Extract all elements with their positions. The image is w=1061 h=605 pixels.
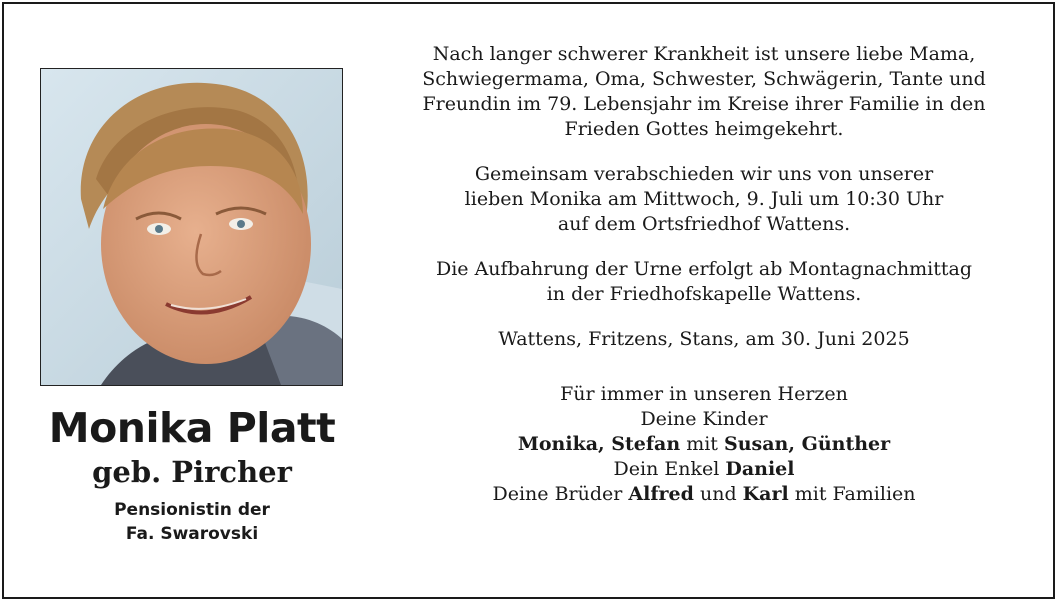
- deceased-name: Monika Platt: [48, 404, 336, 452]
- text-line: Frieden Gottes heimgekehrt.: [564, 118, 844, 140]
- text-line: Gemeinsam verabschieden wir uns von unserer: [474, 163, 934, 185]
- brother-name-1: Alfred: [628, 483, 694, 505]
- grandchild-name: Daniel: [725, 458, 795, 480]
- text-line: Nach langer schwerer Krankheit ist unsere liebe Mama,: [432, 43, 976, 65]
- place-date: Wattens, Fritzens, Stans, am 30. Juni 2025: [498, 328, 910, 350]
- text-line: Freundin im 79. Lebensjahr im Kreise ihrer Familie in den: [422, 93, 986, 115]
- obituary-text: [384, 42, 1024, 507]
- portrait-photo: [40, 68, 343, 386]
- text-line: Die Aufbahrung der Urne erfolgt ab Montagnachmittag: [435, 258, 972, 280]
- with-word: mit: [686, 433, 718, 455]
- text-line: Schwiegermama, Oma, Schwester, Schwägerin, Tante und: [422, 68, 986, 90]
- text-line: in der Friedhofskapelle Wattens.: [546, 283, 862, 305]
- children-label: Deine Kinder: [640, 408, 768, 430]
- deceased-info: [22, 402, 362, 546]
- text-line: auf dem Ortsfriedhof Wattens.: [557, 213, 851, 235]
- children-names-b: Susan, Günther: [724, 433, 891, 455]
- funeral-paragraph: [384, 162, 1024, 237]
- grandchild-line: [384, 457, 1024, 482]
- children-names-a: Monika, Stefan: [517, 433, 681, 455]
- brother-name-2: Karl: [742, 483, 789, 505]
- occupation-line-2: Fa. Swarovski: [125, 524, 259, 544]
- brothers-label: Deine Brüder: [492, 483, 623, 505]
- motto: Für immer in unseren Herzen: [560, 383, 848, 405]
- portrait-image: [41, 69, 342, 385]
- brothers-line: [384, 482, 1024, 507]
- grandchild-label: Dein Enkel: [613, 458, 720, 480]
- occupation: [22, 498, 362, 546]
- urn-paragraph: [384, 257, 1024, 307]
- and-word: und: [699, 483, 737, 505]
- brothers-suffix: mit Familien: [794, 483, 916, 505]
- birth-name: geb. Pircher: [92, 455, 292, 489]
- children-line: [384, 432, 1024, 457]
- obituary-card: [2, 2, 1055, 599]
- text-line: lieben Monika am Mittwoch, 9. Juli um 10:30 Uhr: [464, 188, 944, 210]
- mourners: [384, 382, 1024, 507]
- announcement-paragraph: [384, 42, 1024, 142]
- occupation-line-1: Pensionistin der: [114, 500, 270, 520]
